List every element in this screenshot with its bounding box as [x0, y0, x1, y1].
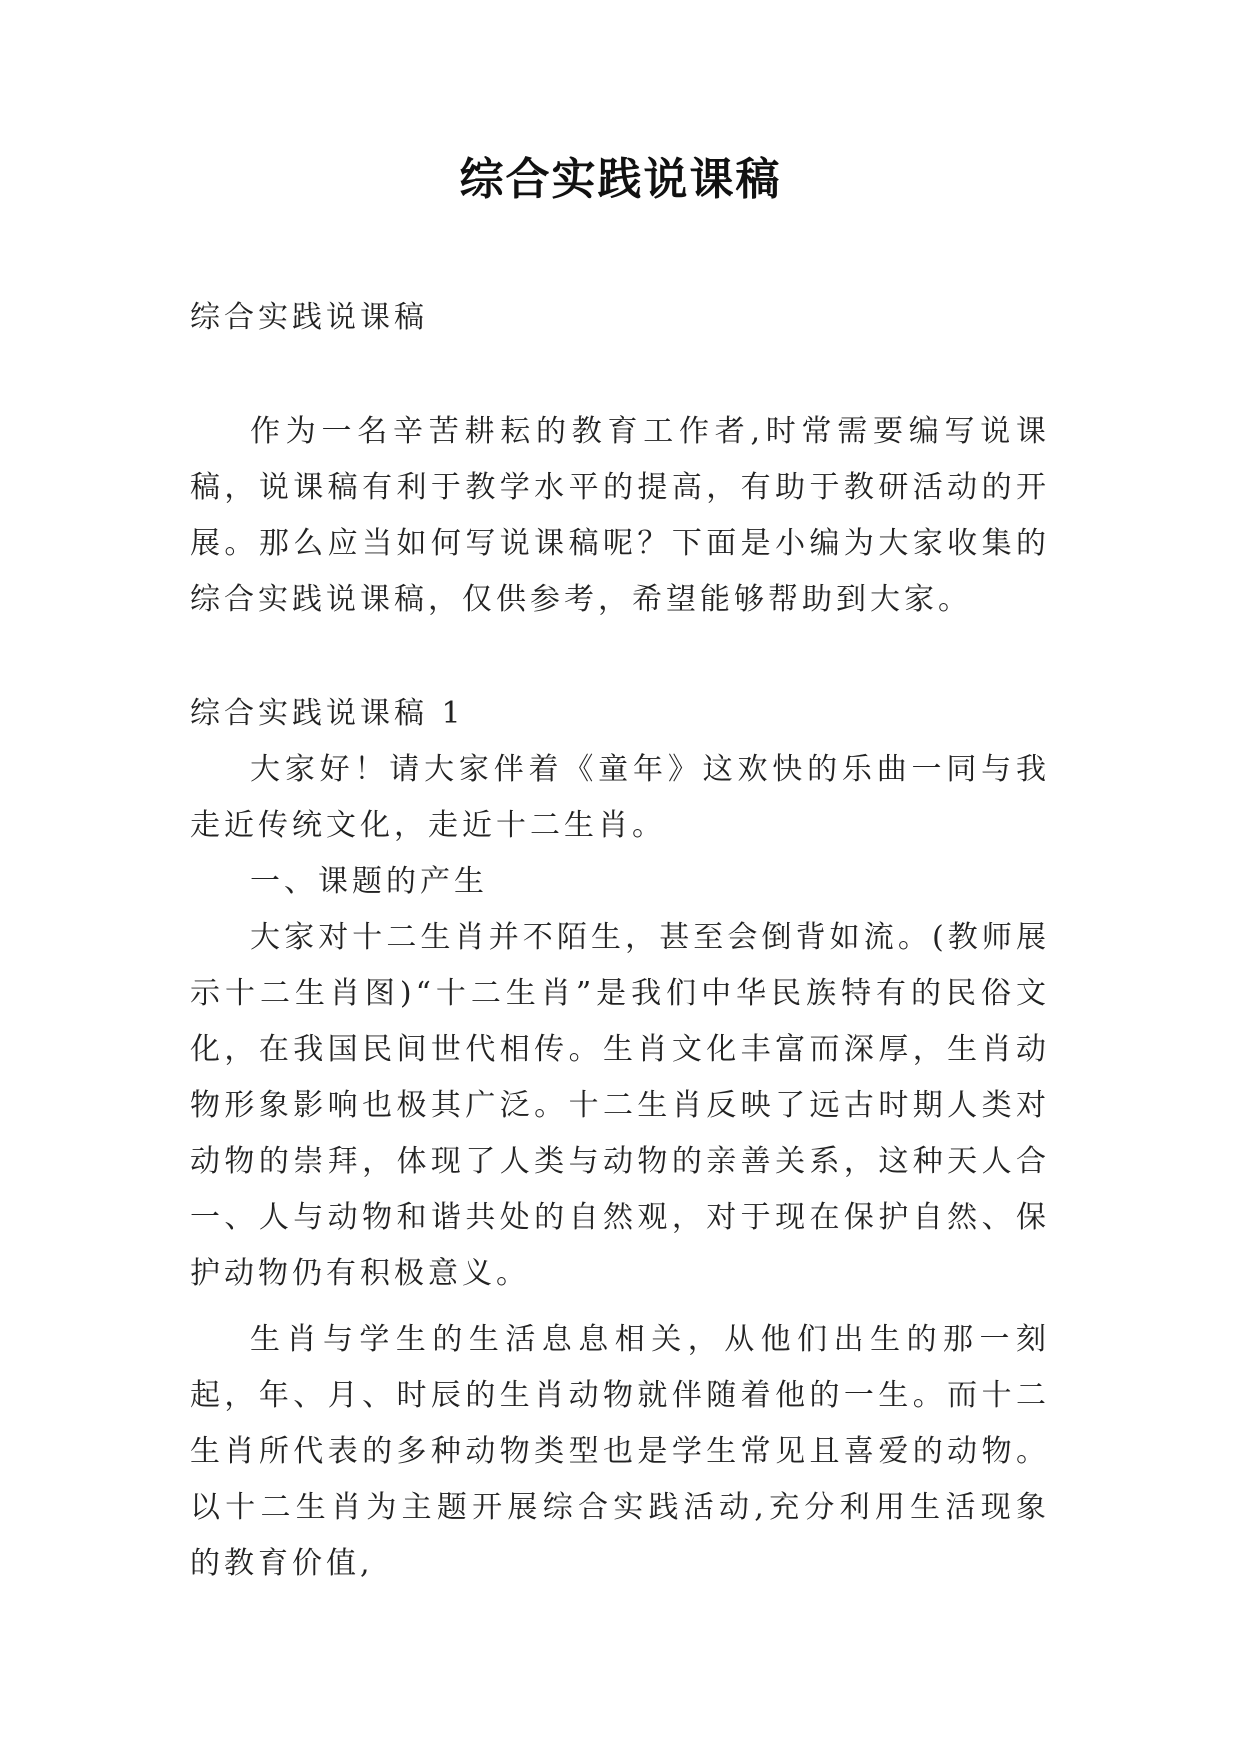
intro-paragraph: 作为一名辛苦耕耘的教育工作者,时常需要编写说课稿，说课稿有利于教学水平的提高，有助于教研活动的开展。那么应当如何写说课稿呢？下面是小编为大家收集的综合实践说课稿，仅供参考，希望能够帮助到大家。 — [190, 414, 1050, 617]
spacer — [190, 628, 1050, 686]
document-body — [190, 290, 1050, 1592]
origin-heading: 一、课题的产生 — [250, 864, 488, 899]
origin-paragraph-1: 大家对十二生肖并不陌生，甚至会倒背如流。(教师展示十二生肖图)“十二生肖”是我们中华民族特有的民俗文化，在我国民间世代相传。生肖文化丰富而深厚，生肖动物形象影响也极其广泛。十二生肖反映了远古时期人类对动物的崇拜，体现了人类与动物的亲善关系，这种天人合一、人与动物和谐共处的自然观，对于现在保护自然、保护动物仍有积极意义。 — [190, 920, 1050, 1291]
document-subtitle: 综合实践说课稿 — [190, 300, 428, 335]
greeting-paragraph: 大家好！请大家伴着《童年》这欢快的乐曲一同与我走近传统文化，走近十二生肖。 — [190, 752, 1050, 843]
document-title: 综合实践说课稿 — [459, 154, 782, 205]
spacer — [190, 1302, 1050, 1312]
origin-paragraph-2: 生肖与学生的生活息息相关，从他们出生的那一刻起，年、月、时辰的生肖动物就伴随着他的一生。而十二生肖所代表的多种动物类型也是学生常见且喜爱的动物。以十二生肖为主题开展综合实践活动,充分利用生活现象的教育价值, — [190, 1322, 1050, 1581]
section-heading: 综合实践说课稿 1 — [190, 696, 465, 731]
spacer — [190, 346, 1050, 404]
